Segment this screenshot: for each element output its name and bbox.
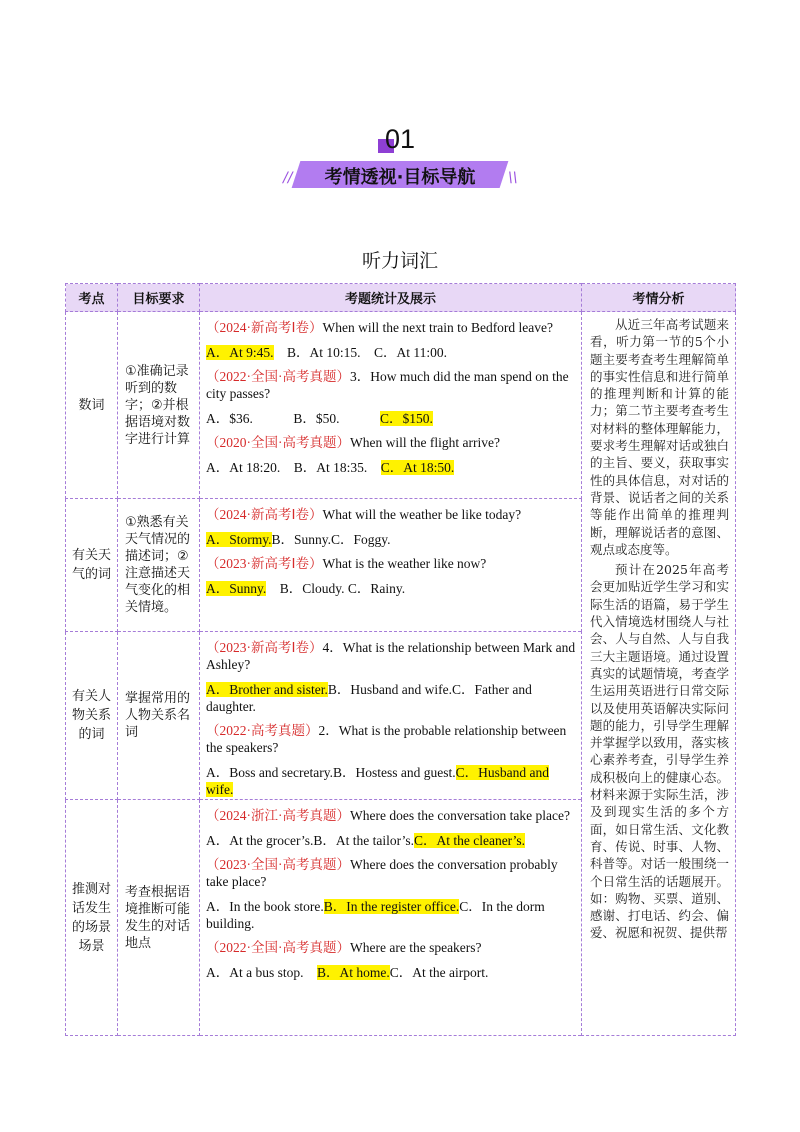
section-number: 01 bbox=[384, 124, 416, 154]
answer-options bbox=[206, 681, 576, 715]
correct-answer: C．Husband and wife. bbox=[206, 765, 549, 797]
cell-point: 数词 bbox=[66, 312, 118, 499]
answer-option: A．In the book store. bbox=[206, 899, 324, 914]
question-text: When will the flight arrive? bbox=[350, 435, 500, 450]
cell-goal: ①准确记录听到的数字；②并根据语境对数字进行计算 bbox=[118, 312, 200, 499]
question-line bbox=[206, 639, 576, 673]
header-point: 考点 bbox=[66, 284, 118, 312]
answer-options bbox=[206, 459, 576, 476]
answer-options bbox=[206, 580, 576, 597]
correct-answer: A．At 9:45. bbox=[206, 345, 274, 360]
section-title: 听力词汇 bbox=[361, 250, 438, 272]
answer-options bbox=[206, 344, 576, 361]
table-row bbox=[66, 312, 736, 499]
question-text: What is the weather like now? bbox=[322, 556, 487, 571]
question-line bbox=[206, 939, 576, 956]
answer-option: A．$36. B．$50. bbox=[206, 411, 381, 426]
correct-answer: B．At home. bbox=[317, 965, 390, 980]
table-body bbox=[66, 312, 736, 1036]
question-text: Where does the conversation take place? bbox=[350, 808, 571, 823]
answer-option: A．At the grocer’s.B．At the tailor’s. bbox=[206, 833, 414, 848]
header-analysis: 考情分析 bbox=[582, 284, 736, 312]
cell-examples bbox=[200, 800, 582, 1036]
question-text: 2．What is the probable relationship between the speakers? bbox=[206, 723, 567, 755]
correct-answer: C．$150. bbox=[380, 411, 433, 426]
correct-answer: B．In the register office. bbox=[323, 899, 460, 914]
cell-examples bbox=[200, 499, 582, 632]
cell-point: 有关人物关系的词 bbox=[66, 632, 118, 800]
analysis-paragraph: 预计在2025年高考会更加贴近学生学习和实际生活的语篇，易于学生代入情境选材围绕人与社会、人与自然、人与自我三大主题语境。通过设置真实的试题情境，考查学生运用英语进行日常交际以及使用英语解决实际问题的能力，引导学生理解并掌握学以致用，落实核心素养考查，引导学生养成积极向上的健康心态。材料来源于实际生活，涉及到现实生活的多个方面，如日常生活、文化教育、传说、时事、人物、科普等。对话一般围绕一个日常生活的话题展开。如：购物、买票、道别、感谢、打电话、约会、偏爱、祝愿和祝贺、提供帮 bbox=[590, 562, 729, 941]
answer-options bbox=[206, 410, 576, 427]
question-line bbox=[206, 856, 576, 890]
question-source: （2023·新高考Ⅰ卷） bbox=[206, 640, 323, 655]
correct-answer: A．Stormy. bbox=[206, 532, 272, 547]
question-source: （2023·新高考Ⅰ卷） bbox=[206, 556, 323, 571]
answer-options bbox=[206, 898, 576, 932]
cell-goal: 考查根据语境推断可能发生的对话地点 bbox=[118, 800, 200, 1036]
question-line bbox=[206, 434, 576, 451]
question-source: （2022·全国·高考真题） bbox=[206, 369, 350, 384]
banner-right-decoration: \\ bbox=[508, 170, 518, 186]
answer-option: C．In the dorm building. bbox=[206, 899, 545, 931]
answer-option: C．At the airport. bbox=[389, 965, 489, 980]
section-banner bbox=[296, 161, 504, 188]
answer-option: B．Sunny.C．Foggy. bbox=[271, 532, 391, 547]
question-text: Where does the conversation probably take place? bbox=[206, 857, 558, 889]
cell-examples bbox=[200, 632, 582, 800]
exam-analysis-table bbox=[65, 283, 736, 1036]
cell-goal: 掌握常用的人物关系名词 bbox=[118, 632, 200, 800]
answer-option: B．Husband and wife.C．Father and daughter. bbox=[206, 682, 532, 714]
question-line bbox=[206, 807, 576, 824]
question-source: （2024·新高考Ⅰ卷） bbox=[206, 320, 323, 335]
correct-answer: C．At the cleaner’s. bbox=[413, 833, 526, 848]
question-line bbox=[206, 506, 576, 523]
question-line bbox=[206, 368, 576, 402]
cell-analysis bbox=[582, 312, 736, 1036]
cell-point: 推测对话发生的场景场景 bbox=[66, 800, 118, 1036]
question-source: （2024·浙江·高考真题） bbox=[206, 808, 350, 823]
question-line bbox=[206, 319, 576, 336]
question-source: （2022·高考真题） bbox=[206, 723, 319, 738]
table-header-row bbox=[66, 284, 736, 312]
answer-option: B．At 10:15. C．At 11:00. bbox=[273, 345, 448, 360]
question-source: （2023·全国·高考真题） bbox=[206, 857, 350, 872]
correct-answer: A．Sunny. bbox=[206, 581, 267, 596]
banner-left-decoration: // bbox=[283, 170, 293, 186]
header-goal: 目标要求 bbox=[118, 284, 200, 312]
answer-option: A．At a bus stop. bbox=[206, 965, 317, 980]
question-text: What will the weather be like today? bbox=[322, 507, 522, 522]
answer-option: A．Boss and secretary.B．Hostess and guest. bbox=[206, 765, 456, 780]
answer-options bbox=[206, 531, 576, 548]
question-text: When will the next train to Bedford leave? bbox=[322, 320, 554, 335]
header-examples: 考题统计及展示 bbox=[200, 284, 582, 312]
answer-option: A．At 18:20. B．At 18:35. bbox=[206, 460, 381, 475]
analysis-paragraph: 从近三年高考试题来看，听力第一节的5个小题主要考查考生理解简单的事实性信息和进行简单的推理判断和计算的能力；第二节主要考查考生对材料的整体理解能力，要求考生理解对话或独白的主旨、要义，获取事实性的具体信息，对对话的背景、说话者之间的关系等能作出简单的推理判断，理解说话者的意图、观点或态度等。 bbox=[590, 317, 729, 557]
question-line bbox=[206, 555, 576, 572]
question-text: 3．How much did the man spend on the city passes? bbox=[206, 369, 569, 401]
question-source: （2024·新高考Ⅰ卷） bbox=[206, 507, 323, 522]
answer-options bbox=[206, 832, 576, 849]
cell-examples bbox=[200, 312, 582, 499]
correct-answer: A．Brother and sister. bbox=[206, 682, 328, 697]
question-source: （2022·全国·高考真题） bbox=[206, 940, 350, 955]
cell-point: 有关天气的词 bbox=[66, 499, 118, 632]
answer-options bbox=[206, 964, 576, 981]
answer-options bbox=[206, 764, 576, 798]
banner-title: 考情透视·目标导航 bbox=[324, 167, 476, 188]
question-text: Where are the speakers? bbox=[350, 940, 482, 955]
answer-option: B．Cloudy. C．Rainy. bbox=[266, 581, 406, 596]
question-text: 4．What is the relationship between Mark and Ashley? bbox=[206, 640, 576, 672]
question-source: （2020·全国·高考真题） bbox=[206, 435, 350, 450]
question-line bbox=[206, 722, 576, 756]
correct-answer: C．At 18:50. bbox=[380, 460, 455, 475]
cell-goal: ①熟悉有关天气情况的描述词；②注意描述天气变化的相关情境。 bbox=[118, 499, 200, 632]
